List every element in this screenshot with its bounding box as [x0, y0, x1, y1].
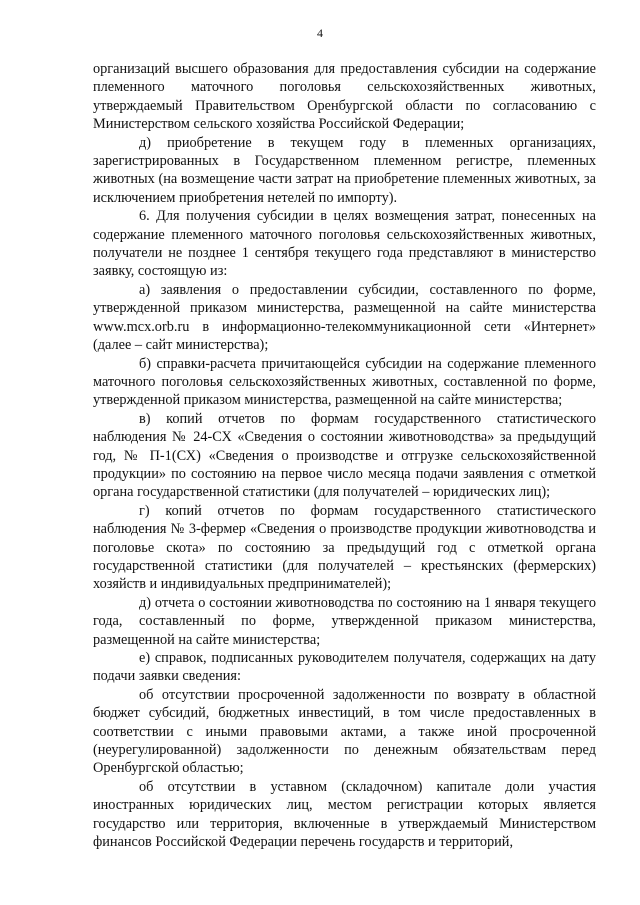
paragraph-item-b-calculation: б) справки-расчета причитающейся субсидии на содержание племенного маточного поголовья сельскохозяйственных животных, составленной по форме, утвержденной приказом министерства, размещенной на сайте министерства; — [93, 355, 596, 409]
paragraph-continuation: организаций высшего образования для предоставления субсидии на содержание племенного маточного поголовья сельскохозяйственных животных, утверждаемый Правительством Оренбургской области по согласованию с Министерством сельского хозяйства Российской Федерации; — [93, 61, 596, 133]
paragraph-item-d-purchase: д) приобретение в текущем году в племенных организациях, зарегистрированных в Государственном племенном регистре, племенных животных (на возмещение части затрат на приобретение племенных животных, за исключением приобретения нетелей по импорту). — [93, 134, 596, 206]
paragraph-item-v-reports: в) копий отчетов по формам государственного статистического наблюдения № 24-СХ «Сведения о состоянии животноводства» за предыдущий год, № П-1(СХ) «Сведения о производстве и отгрузке сельскохозяйственной продукции» по состоянию на первое число месяца подачи заявления с отметкой органа государственной статистики (для получателей – юридических лиц); — [93, 410, 596, 501]
paragraph-item-e-certificates: е) справок, подписанных руководителем получателя, содержащих на дату подачи заявки сведения: — [93, 650, 596, 685]
paragraph-no-foreign-share: об отсутствии в уставном (складочном) капитале доли участия иностранных юридических лиц, местом регистрации которых является государство или территория, включенные в утверждаемый Министерством финансов Российской Федерации перечень государств и территорий, — [93, 778, 596, 851]
paragraph-clause-6: 6. Для получения субсидии в целях возмещения затрат, понесенных на содержание племенного маточного поголовья сельскохозяйственных животных, получатели не позднее 1 сентября текущего года представляют в министерство заявку, состоящую из: — [93, 208, 596, 280]
paragraph-item-d-livestock-report: д) отчета о состоянии животноводства по состоянию на 1 января текущего года, составленный по форме, утвержденной приказом министерства, размещенной на сайте министерства; — [93, 594, 596, 648]
document-body — [93, 60, 596, 851]
paragraph-no-overdue-debt: об отсутствии просроченной задолженности по возврату в областной бюджет субсидий, бюджетных инвестиций, в том числе предоставленных в соответствии с иными правовыми актами, а также иной просроченной (неурегулированной) задолженности по денежным обязательствам перед Оренбургской областью; — [93, 686, 596, 777]
paragraph-item-g-farmer-reports: г) копий отчетов по формам государственного статистического наблюдения № 3-фермер «Сведения о производстве продукции животноводства и поголовье скота» по состоянию за предыдущий год с отметкой органа государственной статистики (для получателей – крестьянских (фермерских) хозяйств и индивидуальных предпринимателей); — [93, 502, 596, 593]
page-number: 4 — [317, 26, 323, 40]
paragraph-item-a-application: а) заявления о предоставлении субсидии, составленного по форме, утвержденной приказом министерства, размещенной на сайте министерства www.mcx.orb.ru в информационно-телекоммуникационной сети «Интернет» (далее – сайт министерства); — [93, 281, 596, 354]
